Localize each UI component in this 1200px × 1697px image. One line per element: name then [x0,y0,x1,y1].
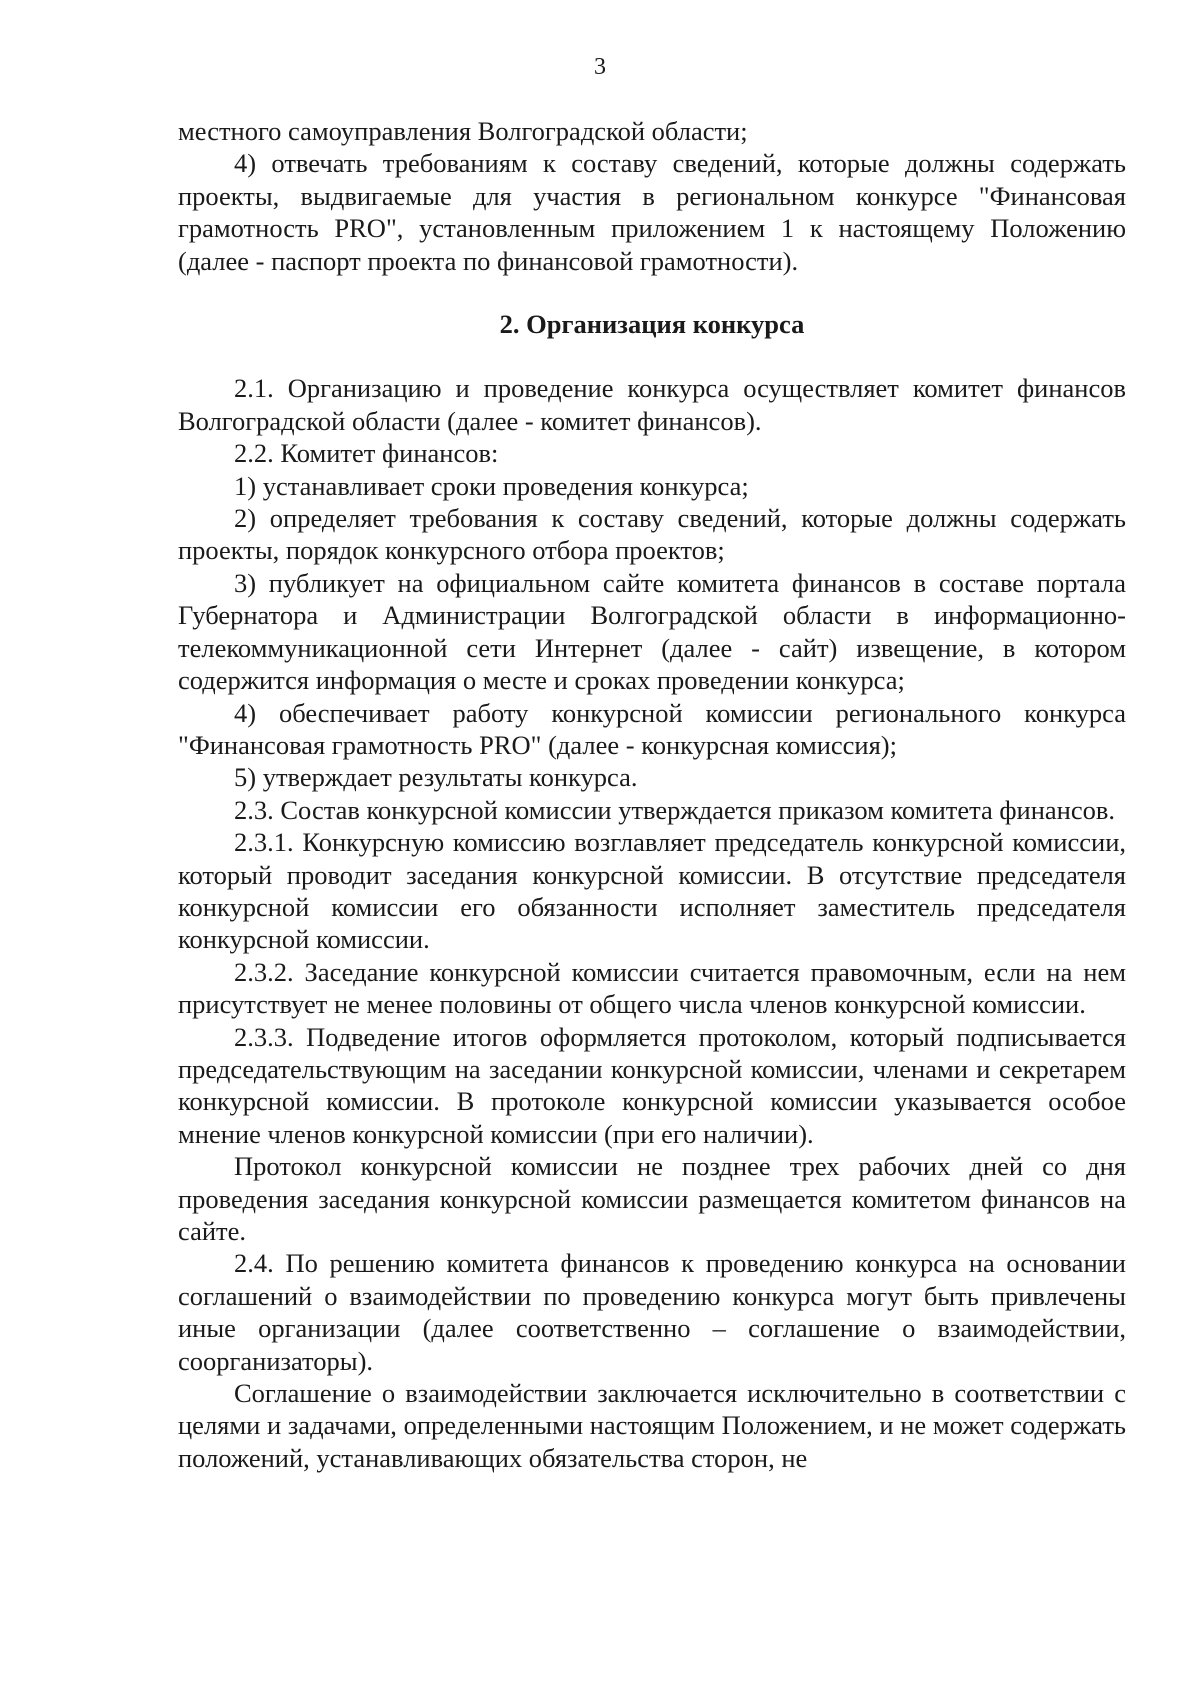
paragraph: 2) определяет требования к составу сведений, которые должны содержать проекты, порядок конкурсного отбора проектов; [178,503,1126,566]
paragraph: 2.4. По решению комитета финансов к проведению конкурса на основании соглашений о взаимодействии по проведению конкурса могут быть привлечены иные организации (далее соответственно – соглашение о взаимодействии, соорганизаторы). [178,1248,1126,1376]
paragraph: 2.3.1. Конкурсную комиссию возглавляет председатель конкурсной комиссии, который проводит заседания конкурсной комиссии. В отсутствие председателя конкурсной комиссии его обязанности исполняет заместитель председателя конкурсной комиссии. [178,827,1126,955]
paragraph: 4) обеспечивает работу конкурсной комиссии регионального конкурса "Финансовая грамотность PRO" (далее - конкурсная комиссия); [178,697,1126,760]
paragraph: 2.1. Организацию и проведение конкурса осуществляет комитет финансов Волгоградской области (далее - комитет финансов). [178,373,1126,436]
paragraph: 2.3.2. Заседание конкурсной комиссии считается правомочным, если на нем присутствует не менее половины от общего числа членов конкурсной комиссии. [178,956,1126,1020]
paragraph: 2.2. Комитет финансов: [234,438,499,469]
paragraph: 2.3. Состав конкурсной комиссии утверждается приказом комитета финансов. [234,794,1116,825]
paragraph: 1) устанавливает сроки проведения конкурса; [234,470,749,501]
paragraph: 5) утверждает результаты конкурса. [234,762,638,793]
document-body [178,115,1126,1474]
section-heading: 2. Организация конкурса [499,309,805,340]
paragraph: 4) отвечать требованиям к составу сведений, которые должны содержать проекты, выдвигаемые для участия в региональном конкурсе "Финансовая грамотность PRO", установленным приложением 1 к настоящему Положению (далее - паспорт проекта по финансовой грамотности). [178,148,1126,276]
paragraph: Протокол конкурсной комиссии не позднее трех рабочих дней со дня проведения заседания конкурсной комиссии размещается комитетом финансов на сайте. [178,1151,1126,1246]
paragraph: местного самоуправления Волгоградской области; [178,116,748,146]
paragraph: 2.3.3. Подведение итогов оформляется протоколом, который подписывается председательствующим на заседании конкурсной комиссии, членами и секретарем конкурсной комиссии. В протоколе конкурсной комиссии указывается особое мнение членов конкурсной комиссии (при его наличии). [178,1021,1126,1149]
paragraph: 3) публикует на официальном сайте комитета финансов в составе портала Губернатора и Администрации Волгоградской области в информационно-телекоммуникационной сети Интернет (далее - сайт) извещение, в котором содержится информация о месте и сроках проведении конкурса; [178,567,1126,696]
paragraph: Соглашение о взаимодействии заключается исключительно в соответствии с целями и задачами, определенными настоящим Положением, и не может содержать положений, устанавливающих обязательства сторон, не [178,1378,1126,1473]
page-number: 3 [594,54,606,80]
